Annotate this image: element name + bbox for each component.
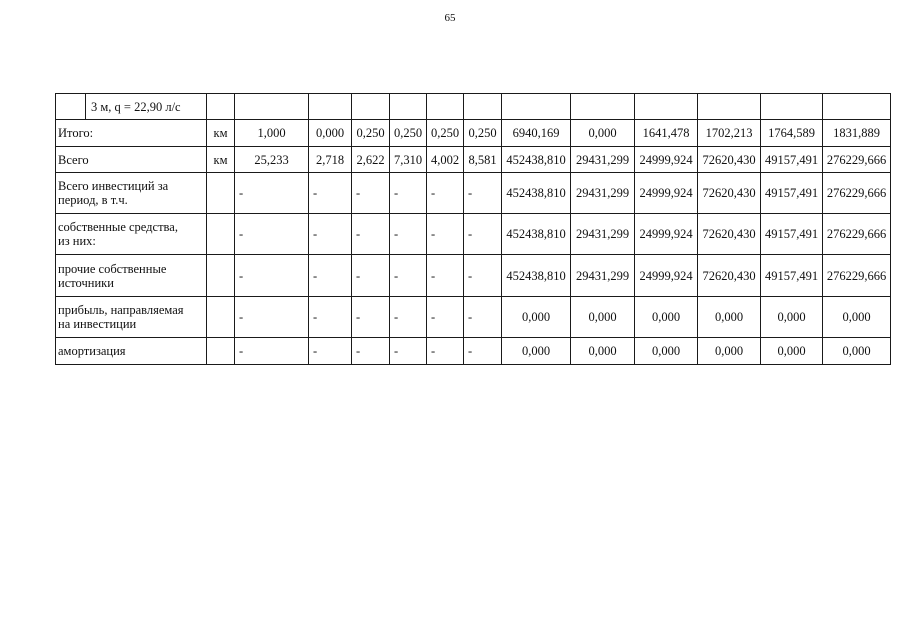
value-cell: [635, 94, 698, 120]
row-label: Итого:: [56, 120, 207, 147]
value-cell: -: [427, 338, 464, 365]
unit-cell: [207, 173, 235, 214]
table-row: [56, 120, 891, 147]
value-cell: 0,000: [571, 297, 635, 338]
row-label: 3 м, q = 22,90 л/с: [86, 94, 207, 120]
value-cell: 2,718: [309, 147, 352, 173]
value-cell: 29431,299: [571, 255, 635, 297]
value-cell: -: [352, 297, 390, 338]
value-cell: -: [309, 214, 352, 255]
value-cell: 0,250: [352, 120, 390, 147]
value-cell: 0,250: [427, 120, 464, 147]
value-cell: 1764,589: [761, 120, 823, 147]
value-cell: [427, 94, 464, 120]
row-label: собственные средства, из них:: [56, 214, 207, 255]
value-cell: [352, 94, 390, 120]
value-cell: 2,622: [352, 147, 390, 173]
page-number: 65: [444, 12, 456, 24]
value-cell: 0,000: [635, 338, 698, 365]
value-cell: 24999,924: [635, 147, 698, 173]
value-cell: -: [309, 297, 352, 338]
value-cell: 1702,213: [698, 120, 761, 147]
data-table: [55, 93, 891, 365]
value-cell: -: [235, 173, 309, 214]
row-label: прочие собственные источники: [56, 255, 207, 297]
value-cell: -: [464, 338, 502, 365]
value-cell: -: [464, 255, 502, 297]
value-cell: 29431,299: [571, 173, 635, 214]
value-cell: [698, 94, 761, 120]
value-cell: -: [390, 255, 427, 297]
value-cell: 24999,924: [635, 173, 698, 214]
value-cell: -: [390, 297, 427, 338]
unit-cell: км: [207, 120, 235, 147]
table-body: [56, 94, 891, 365]
row-label: Всего: [56, 147, 207, 173]
value-cell: -: [352, 255, 390, 297]
value-cell: 0,000: [761, 297, 823, 338]
table-row: [56, 214, 891, 255]
value-cell: 72620,430: [698, 147, 761, 173]
row-label: прибыль, направляемая на инвестиции: [56, 297, 207, 338]
value-cell: 24999,924: [635, 255, 698, 297]
unit-cell: [207, 94, 235, 120]
value-cell: [390, 94, 427, 120]
value-cell: 72620,430: [698, 173, 761, 214]
value-cell: -: [235, 255, 309, 297]
value-cell: 0,000: [761, 338, 823, 365]
value-cell: 0,000: [502, 297, 571, 338]
table-row: [56, 94, 891, 120]
value-cell: 0,250: [464, 120, 502, 147]
value-cell: 8,581: [464, 147, 502, 173]
value-cell: 276229,666: [823, 214, 891, 255]
row-label: амортизация: [56, 338, 207, 365]
value-cell: [761, 94, 823, 120]
value-cell: 452438,810: [502, 173, 571, 214]
value-cell: -: [390, 214, 427, 255]
table-row: [56, 173, 891, 214]
value-cell: 0,000: [571, 338, 635, 365]
value-cell: 0,000: [823, 338, 891, 365]
unit-cell: [207, 255, 235, 297]
value-cell: -: [427, 297, 464, 338]
value-cell: 1641,478: [635, 120, 698, 147]
value-cell: 49157,491: [761, 147, 823, 173]
value-cell: -: [464, 173, 502, 214]
value-cell: 0,000: [635, 297, 698, 338]
table-cell: [56, 94, 86, 120]
value-cell: 0,000: [698, 338, 761, 365]
value-cell: 6940,169: [502, 120, 571, 147]
value-cell: -: [427, 214, 464, 255]
value-cell: 7,310: [390, 147, 427, 173]
value-cell: -: [309, 338, 352, 365]
value-cell: 49157,491: [761, 173, 823, 214]
value-cell: 276229,666: [823, 255, 891, 297]
value-cell: 72620,430: [698, 214, 761, 255]
value-cell: 452438,810: [502, 147, 571, 173]
table-row: [56, 147, 891, 173]
value-cell: [502, 94, 571, 120]
value-cell: 452438,810: [502, 214, 571, 255]
value-cell: 276229,666: [823, 147, 891, 173]
value-cell: 1831,889: [823, 120, 891, 147]
value-cell: 0,000: [698, 297, 761, 338]
value-cell: -: [235, 214, 309, 255]
value-cell: 0,000: [309, 120, 352, 147]
unit-cell: [207, 338, 235, 365]
value-cell: -: [464, 214, 502, 255]
value-cell: 0,000: [823, 297, 891, 338]
value-cell: [571, 94, 635, 120]
value-cell: [235, 94, 309, 120]
value-cell: 24999,924: [635, 214, 698, 255]
value-cell: [309, 94, 352, 120]
value-cell: -: [352, 338, 390, 365]
value-cell: -: [235, 297, 309, 338]
value-cell: 276229,666: [823, 173, 891, 214]
unit-cell: [207, 214, 235, 255]
unit-cell: [207, 297, 235, 338]
table-row: [56, 338, 891, 365]
row-label: Всего инвестиций за период, в т.ч.: [56, 173, 207, 214]
value-cell: -: [427, 173, 464, 214]
value-cell: 49157,491: [761, 214, 823, 255]
value-cell: -: [309, 173, 352, 214]
value-cell: [823, 94, 891, 120]
table-row: [56, 255, 891, 297]
value-cell: 72620,430: [698, 255, 761, 297]
value-cell: 25,233: [235, 147, 309, 173]
value-cell: 4,002: [427, 147, 464, 173]
value-cell: -: [309, 255, 352, 297]
value-cell: -: [352, 214, 390, 255]
value-cell: -: [390, 173, 427, 214]
table-row: [56, 297, 891, 338]
value-cell: 0,000: [571, 120, 635, 147]
unit-cell: км: [207, 147, 235, 173]
value-cell: -: [235, 338, 309, 365]
value-cell: -: [352, 173, 390, 214]
value-cell: 1,000: [235, 120, 309, 147]
value-cell: -: [390, 338, 427, 365]
value-cell: [464, 94, 502, 120]
value-cell: 49157,491: [761, 255, 823, 297]
value-cell: 452438,810: [502, 255, 571, 297]
value-cell: 29431,299: [571, 214, 635, 255]
value-cell: 0,000: [502, 338, 571, 365]
value-cell: -: [464, 297, 502, 338]
value-cell: 29431,299: [571, 147, 635, 173]
value-cell: 0,250: [390, 120, 427, 147]
value-cell: -: [427, 255, 464, 297]
